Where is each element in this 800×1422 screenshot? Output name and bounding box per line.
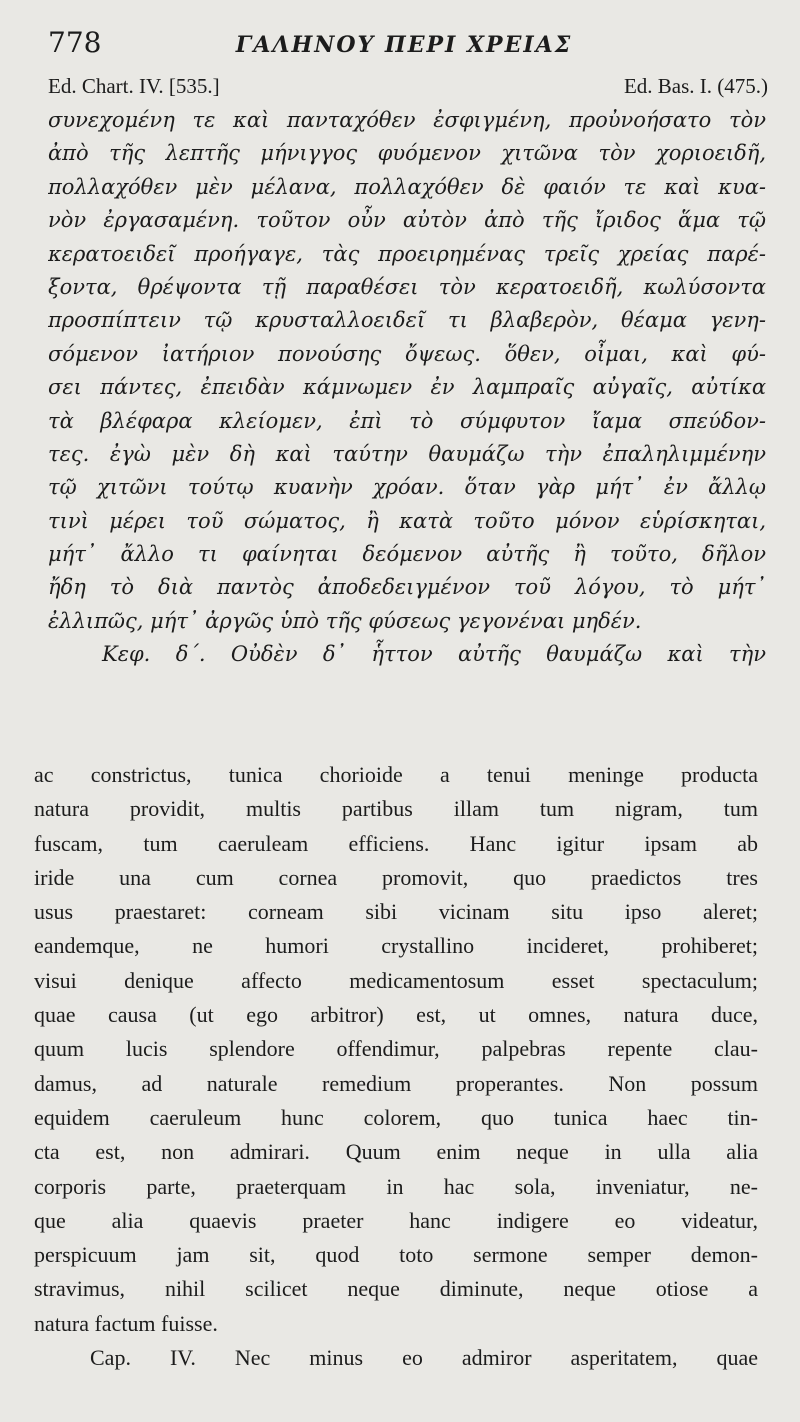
latin-line: equidem caeruleum hunc colorem, quo tunica haec tin-: [34, 1104, 758, 1130]
greek-line: σει πάντες, ἐπειδὰν κάμνωμεν ἐν λαμπραῖς αὐγαῖς, αὐτίκα: [48, 375, 766, 400]
latin-line: cta est, non admirari. Quum enim neque in ulla alia: [34, 1139, 758, 1165]
greek-chapter-heading-line: Κεφ. δ΄. Οὐδὲν δ᾽ ἧττον αὐτῆς θαυμάζω καὶ τὴν: [102, 642, 766, 667]
latin-line: fuscam, tum caeruleam efficiens. Hanc igitur ipsam ab: [34, 830, 758, 856]
greek-text-block: [48, 104, 766, 672]
greek-line: πολλαχόθεν μὲν μέλανα, πολλαχόθεν δὲ φαιόν τε καὶ κυα-: [48, 174, 766, 199]
greek-line: τινὶ μέρει τοῦ σώματος, ἢ κατὰ τοῦτο μόνον εὑρίσκηται,: [48, 508, 766, 533]
greek-line: κερατοειδεῖ προήγαγε, τὰς προειρημένας τρεῖς χρείας παρέ-: [48, 241, 766, 266]
greek-line: ἐλλιπῶς, μήτ᾽ ἀργῶς ὑπὸ τῆς φύσεως γεγονέναι μηδέν.: [48, 608, 642, 633]
page-header: [34, 26, 774, 66]
latin-line: corporis parte, praeterquam in hac sola, inveniatur, ne-: [34, 1173, 758, 1199]
greek-line: νὸν ἐργασαμένη. τοῦτον οὖν αὐτὸν ἀπὸ τῆς ἴριδος ἅμα τῷ: [48, 208, 766, 233]
latin-chapter-heading-line: Cap. IV. Nec minus eo admiror asperitatem, quae: [90, 1345, 758, 1371]
greek-line: προσπίπτειν τῷ κρυσταλλοειδεῖ τι βλαβερὸν, θέαμα γενη-: [48, 308, 766, 333]
latin-line: perspicuum jam sit, quod toto sermone semper demon-: [34, 1242, 758, 1268]
latin-line: iride una cum cornea promovit, quo praedictos tres: [34, 864, 758, 890]
latin-line: stravimus, nihil scilicet neque diminute, neque otiose a: [34, 1276, 758, 1302]
latin-line: visui denique affecto medicamentosum esset spectaculum;: [34, 967, 758, 993]
running-title: ΓΑΛΗΝΟΥ ΠΕΡΙ ΧΡΕΙΑΣ: [235, 32, 573, 58]
latin-line: que alia quaevis praeter hanc indigere eo videatur,: [34, 1207, 758, 1233]
greek-line: ἀπὸ τῆς λεπτῆς μήνιγγος φυόμενον χιτῶνα τὸν χοριοειδῆ,: [48, 141, 766, 166]
greek-line: μήτ᾽ ἄλλο τι φαίνηται δεόμενον αὐτῆς ἢ τοῦτο, δῆλον: [48, 542, 766, 567]
latin-line: quum lucis splendore offendimur, palpebras repente clau-: [34, 1036, 758, 1062]
latin-line: natura factum fuisse.: [34, 1310, 218, 1336]
greek-line: σόμενον ἰατήριον πονούσης ὄψεως. ὅθεν, οἶμαι, καὶ φύ-: [48, 341, 766, 366]
latin-line: usus praestaret: corneam sibi vicinam situ ipso aleret;: [34, 899, 758, 925]
greek-line: ἤδη τὸ διὰ παντὸς ἀποδεδειγμένον τοῦ λόγου, τὸ μήτ᾽: [48, 575, 766, 600]
latin-line: natura providit, multis partibus illam tum nigram, tum: [34, 796, 758, 822]
edition-references: [48, 74, 768, 104]
latin-text-block: [34, 758, 758, 1375]
latin-line: eandemque, ne humori crystallino incideret, prohiberet;: [34, 933, 758, 959]
latin-line: ac constrictus, tunica chorioide a tenui meninge producta: [34, 762, 758, 787]
edition-reference-chartier: Ed. Chart. IV. [535.]: [48, 74, 220, 98]
greek-line: τες. ἐγὼ μὲν δὴ καὶ ταύτην θαυμάζω τὴν ἐπαληλιμμένην: [48, 441, 766, 466]
greek-line: τὰ βλέφαρα κλείομεν, ἐπὶ τὸ σύμφυτον ἴαμα σπεύδον-: [48, 408, 766, 433]
greek-line: ξοντα, θρέψοντα τῇ παραθέσει τὸν κερατοειδῆ, κωλύσοντα: [48, 274, 766, 299]
edition-reference-basel: Ed. Bas. I. (475.): [623, 74, 768, 98]
greek-line: τῷ χιτῶνι τούτῳ κυανὴν χρόαν. ὅταν γὰρ μήτ᾽ ἐν ἄλλῳ: [48, 475, 766, 500]
latin-line: quae causa (ut ego arbitror) est, ut omnes, natura duce,: [34, 1002, 758, 1028]
latin-line: damus, ad naturale remedium properantes. Non possum: [34, 1070, 758, 1096]
page-number: 778: [48, 26, 102, 59]
greek-line: συνεχομένη τε καὶ πανταχόθεν ἐσφιγμένη, προὐνοήσατο τὸν: [48, 108, 766, 132]
